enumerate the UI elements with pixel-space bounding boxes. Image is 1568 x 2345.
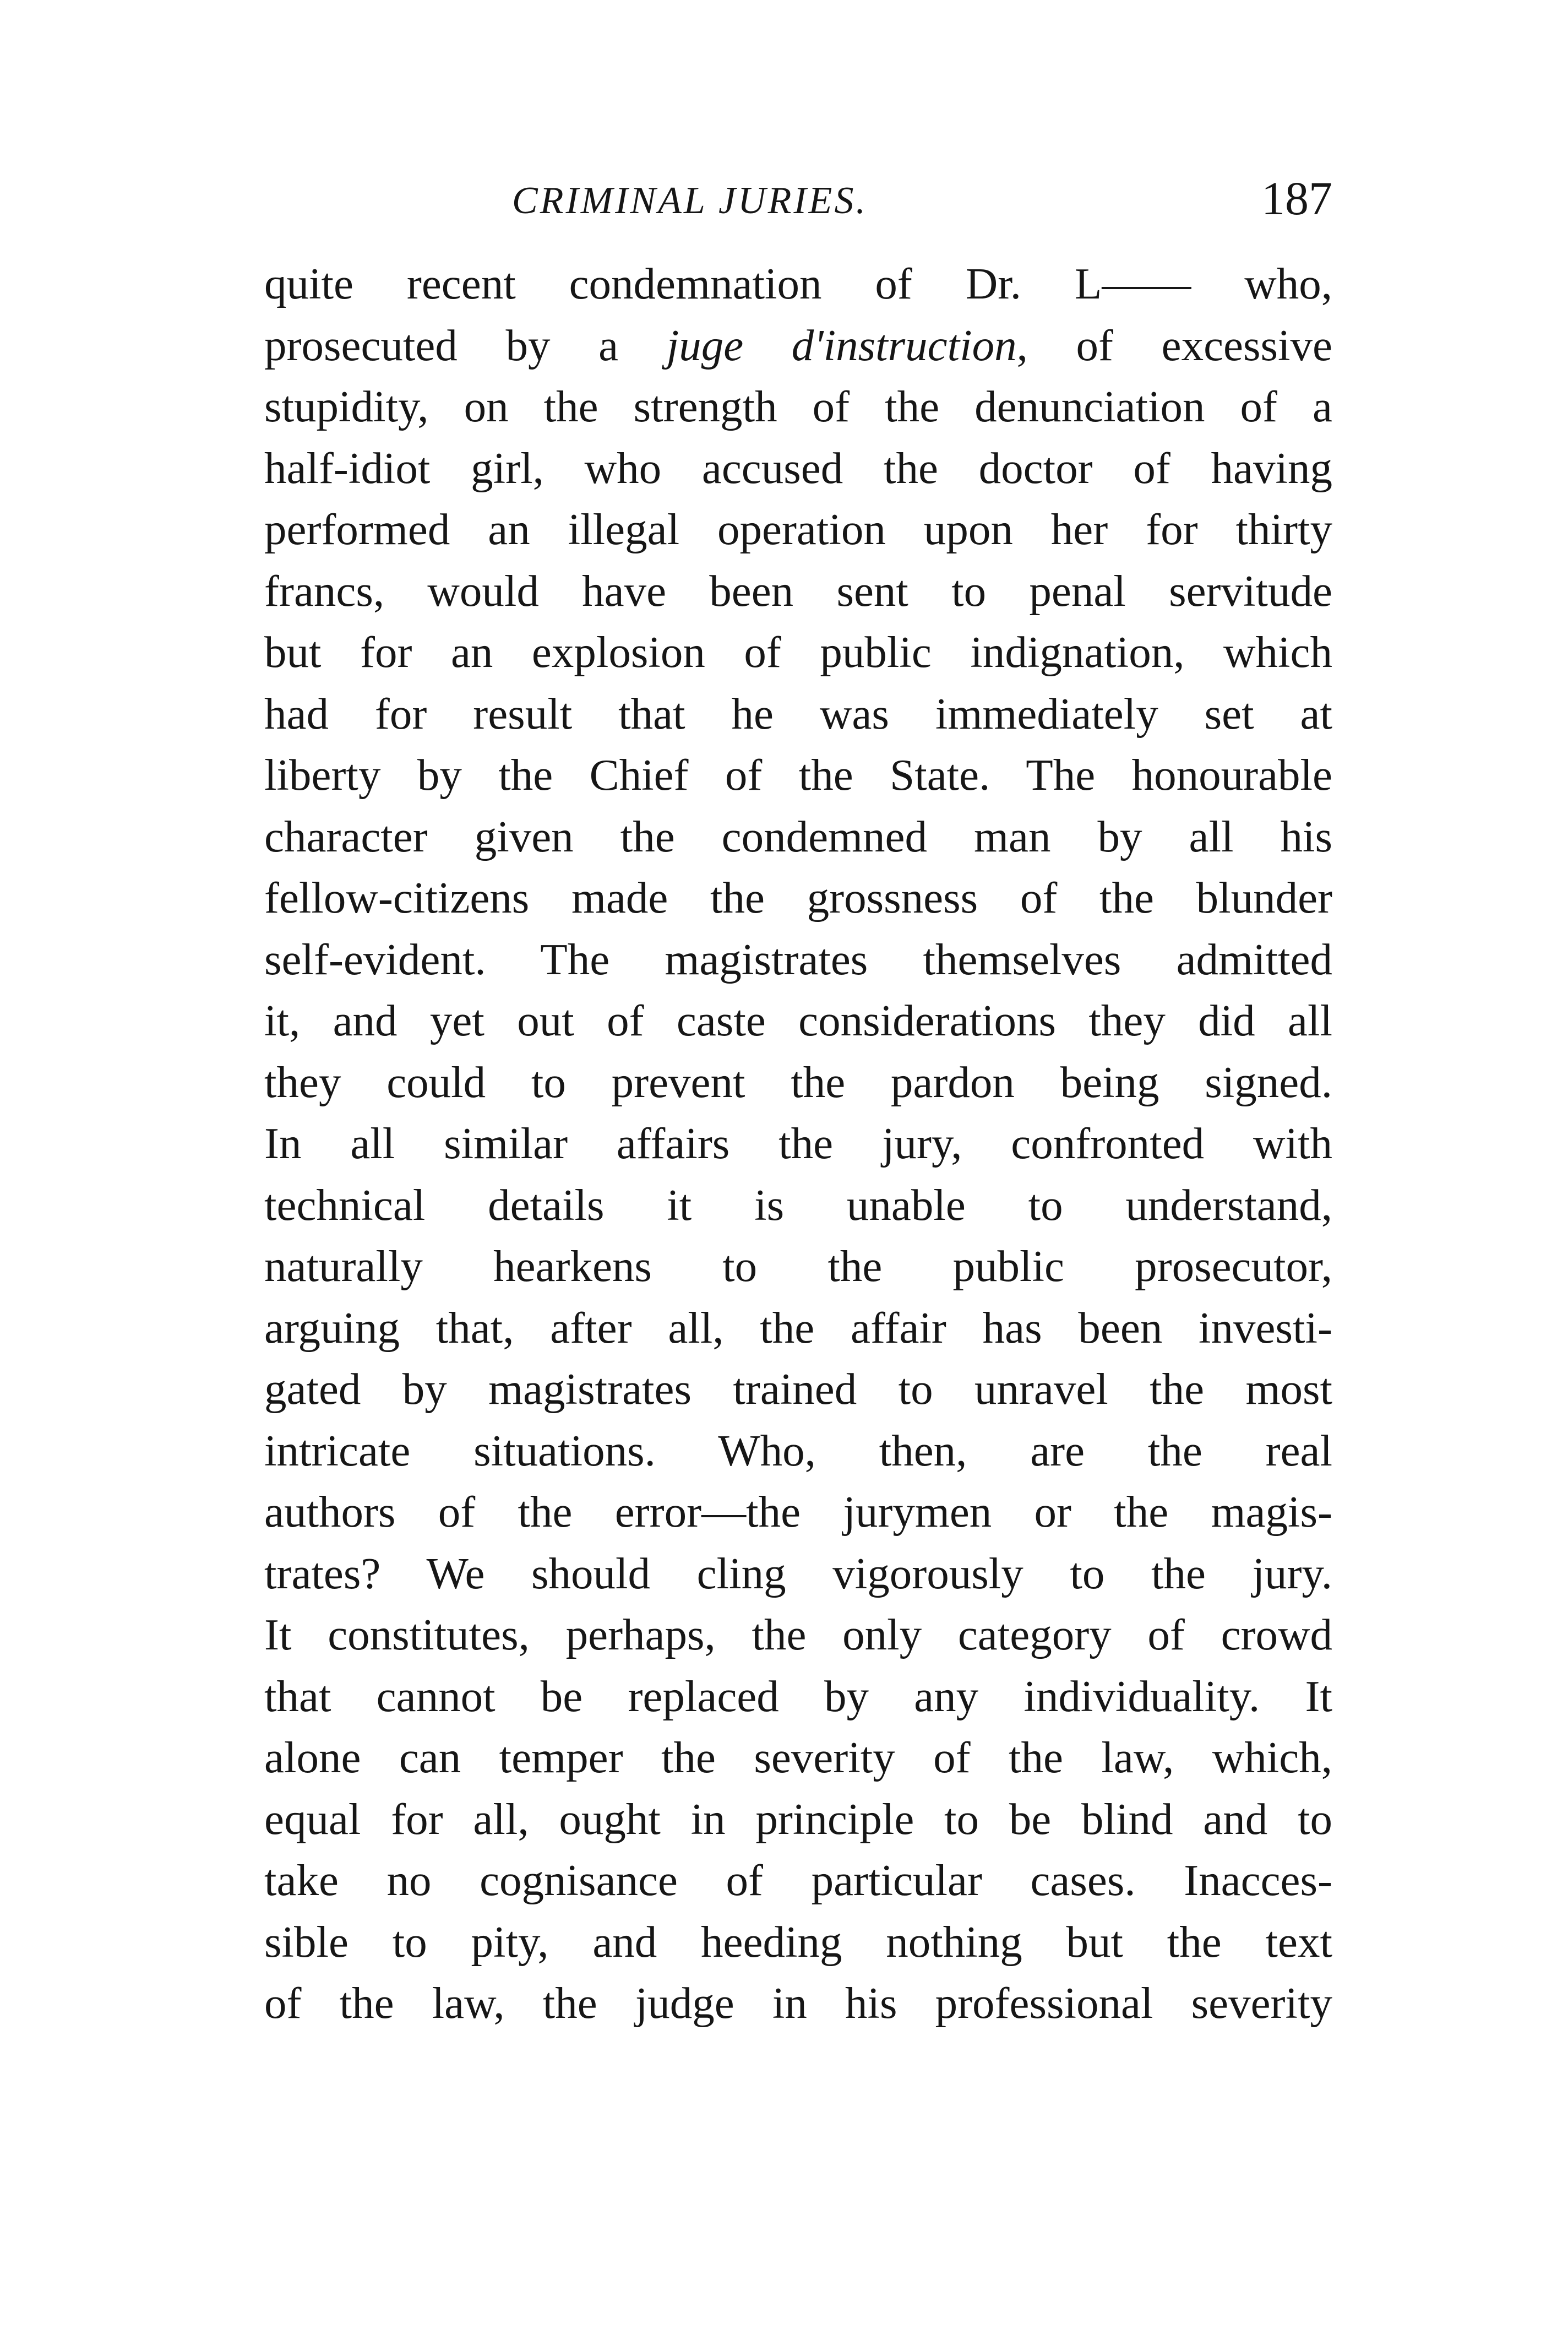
text-segment: , of excessive <box>1016 320 1332 370</box>
text-line: stupidity, on the strength of the denunciation of a <box>264 382 1332 431</box>
text-line: intricate situations. Who, then, are the real <box>264 1425 1332 1475</box>
text-line: but for an explosion of public indignation, which <box>264 627 1332 677</box>
text-line: half-idiot girl, who accused the doctor of having <box>264 443 1332 493</box>
text-line: quite recent condemnation of Dr. L—— who, <box>264 259 1332 308</box>
running-title: CRIMINAL JURIES. <box>512 180 868 222</box>
text-line: francs, would have been sent to penal servitude <box>264 566 1332 616</box>
text-line: had for result that he was immediately set at <box>264 688 1332 739</box>
text-line <box>264 315 1332 377</box>
text-line: In all similar affairs the jury, confronted with <box>264 1119 1332 1168</box>
italic-phrase: juge d'instruction <box>666 320 1017 370</box>
text-line: take no cognisance of particular cases. Inacces- <box>264 1855 1332 1905</box>
text-line: arguing that, after all, the affair has been investi- <box>264 1302 1332 1353</box>
text-line: sible to pity, and heeding nothing but the text <box>264 1917 1332 1967</box>
text-line: character given the condemned man by all his <box>264 811 1332 861</box>
text-line: that cannot be replaced by any individuality. It <box>264 1671 1332 1721</box>
text-line: liberty by the Chief of the State. The honourable <box>264 750 1332 800</box>
text-line: trates? We should cling vigorously to the jury. <box>264 1548 1332 1598</box>
text-line: gated by magistrates trained to unravel the most <box>264 1364 1332 1414</box>
text-line: they could to prevent the pardon being signed. <box>264 1057 1332 1107</box>
page-number: 187 <box>1261 172 1332 225</box>
text-line: self-evident. The magistrates themselves admitted <box>264 934 1332 984</box>
text-segment: prosecuted by a <box>264 320 667 370</box>
text-line: performed an illegal operation upon her for thirty <box>264 504 1332 554</box>
text-line: alone can temper the severity of the law, which, <box>264 1733 1332 1782</box>
text-line: it, and yet out of caste considerations they did all <box>264 996 1332 1045</box>
text-line: fellow-citizens made the grossness of the blunder <box>264 873 1332 922</box>
text-line: of the law, the judge in his professional severity <box>264 1978 1332 2028</box>
text-line: technical details it is unable to understand, <box>264 1180 1332 1230</box>
body-text <box>264 253 1332 2034</box>
text-line: It constitutes, perhaps, the only category of crowd <box>264 1610 1332 1659</box>
running-head <box>264 165 1332 242</box>
text-line: naturally hearkens to the public prosecutor, <box>264 1241 1332 1291</box>
text-line: equal for all, ought in principle to be blind and to <box>264 1794 1332 1844</box>
text-line: authors of the error—the jurymen or the magis- <box>264 1487 1332 1537</box>
